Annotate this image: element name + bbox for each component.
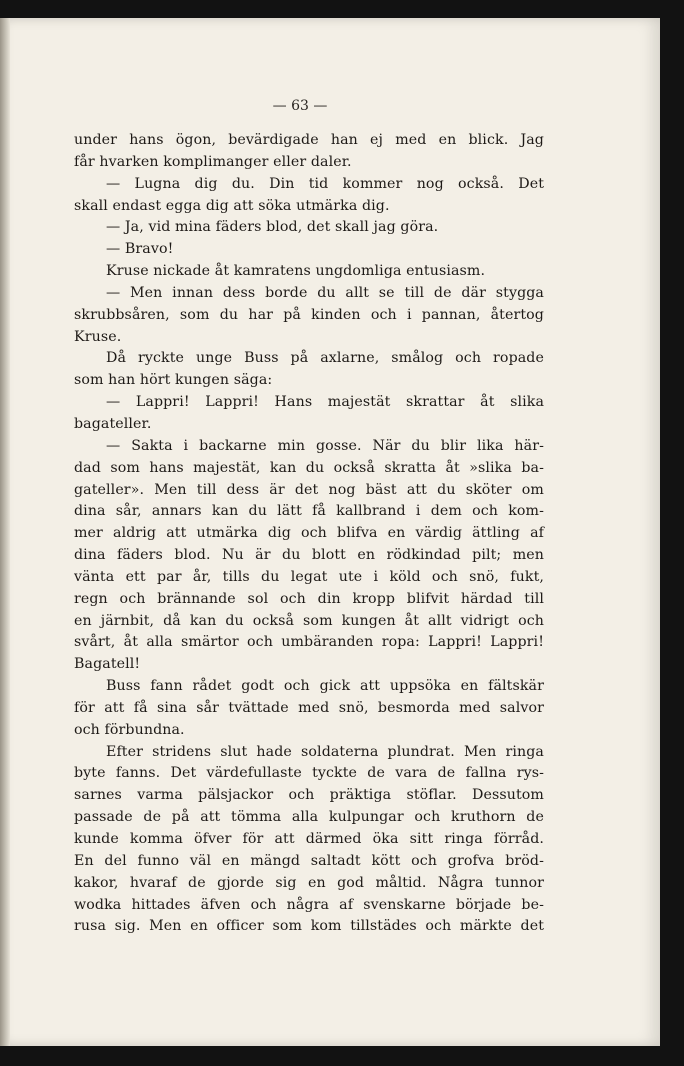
- body-text: [74, 130, 544, 938]
- text-line: kakor, hvaraf de gjorde sig en god måltid. Några tunnor: [74, 874, 544, 891]
- text-line: — Lappri! Lappri! Hans majestät skrattar åt slika: [106, 394, 544, 411]
- text-line: — Sakta i backarne min gosse. När du blir lika här-: [106, 437, 544, 454]
- text-line: skall endast egga dig att söka utmärka dig.: [74, 197, 390, 214]
- text-line: Efter stridens slut hade soldaterna plundrat. Men ringa: [106, 743, 544, 760]
- text-line: under hans ögon, bevärdigade han ej med en blick. Jag: [74, 132, 544, 148]
- text-line: Då ryckte unge Buss på axlarne, smålog och ropade: [106, 350, 544, 367]
- text-line: — Lugna dig du. Din tid kommer nog också. Det: [106, 175, 544, 192]
- text-line: svårt, åt alla smärtor och umbäranden ropa: Lappri! Lappri!: [74, 634, 544, 651]
- text-line: en järnbit, då kan du också som kungen åt allt vidrigt och: [74, 612, 544, 629]
- text-line: skrubbsåren, som du har på kinden och i pannan, återtog: [74, 306, 544, 323]
- text-line: byte fanns. Det värdefullaste tyckte de vara de fallna rys-: [74, 765, 544, 782]
- text-line: — Bravo!: [106, 241, 174, 258]
- text-line: och förbundna.: [74, 721, 185, 738]
- text-line: Buss fann rådet godt och gick att uppsöka en fältskär: [106, 678, 544, 695]
- text-line: gateller». Men till dess är det nog bäst att du sköter om: [74, 481, 544, 498]
- text-line: dad som hans majestät, kan du också skratta åt »slika ba-: [74, 459, 544, 476]
- page-gutter: [0, 18, 10, 1046]
- text-line: bagateller.: [74, 415, 152, 432]
- text-line: vänta ett par år, tills du legat ute i köld och snö, fukt,: [74, 568, 544, 585]
- text-line: regn och brännande sol och din kropp blifvit härdad till: [74, 590, 544, 607]
- text-line: En del funno väl en mängd saltadt kött och grofva bröd-: [74, 852, 544, 869]
- text-line: — Ja, vid mina fäders blod, det skall jag göra.: [106, 219, 439, 236]
- text-line: Kruse nickade åt kamratens ungdomliga entusiasm.: [106, 263, 486, 280]
- text-line: Bagatell!: [74, 656, 141, 673]
- text-line: kunde komma öfver för att därmed öka sitt ringa förråd.: [74, 831, 544, 847]
- text-line: — Men innan dess borde du allt se till de där stygga: [106, 284, 544, 301]
- text-line: för att få sina sår tvättade med snö, besmorda med salvor: [74, 699, 544, 716]
- page-number: — 63 —: [272, 98, 328, 114]
- text-line: som han hört kungen säga:: [74, 372, 273, 389]
- text-line: sarnes varma pälsjackor och präktiga stöflar. Dessutom: [74, 787, 544, 804]
- text-line: Kruse.: [74, 328, 122, 345]
- text-line: får hvarken komplimanger eller daler.: [74, 153, 352, 170]
- text-line: wodka hittades äfven och några af svenskarne började be-: [74, 896, 544, 913]
- text-line: passade de på att tömma alla kulpungar och kruthorn de: [74, 809, 544, 826]
- book-page: [0, 18, 660, 1046]
- text-line: dina fäders blod. Nu är du blott en rödkindad pilt; men: [74, 547, 544, 564]
- text-line: mer aldrig att utmärka dig och blifva en värdig ättling af: [74, 525, 544, 542]
- text-line: dina sår, annars kan du lätt få kallbrand i dem och kom-: [74, 503, 544, 520]
- text-line: rusa sig. Men en officer som kom tillstädes och märkte det: [74, 918, 544, 935]
